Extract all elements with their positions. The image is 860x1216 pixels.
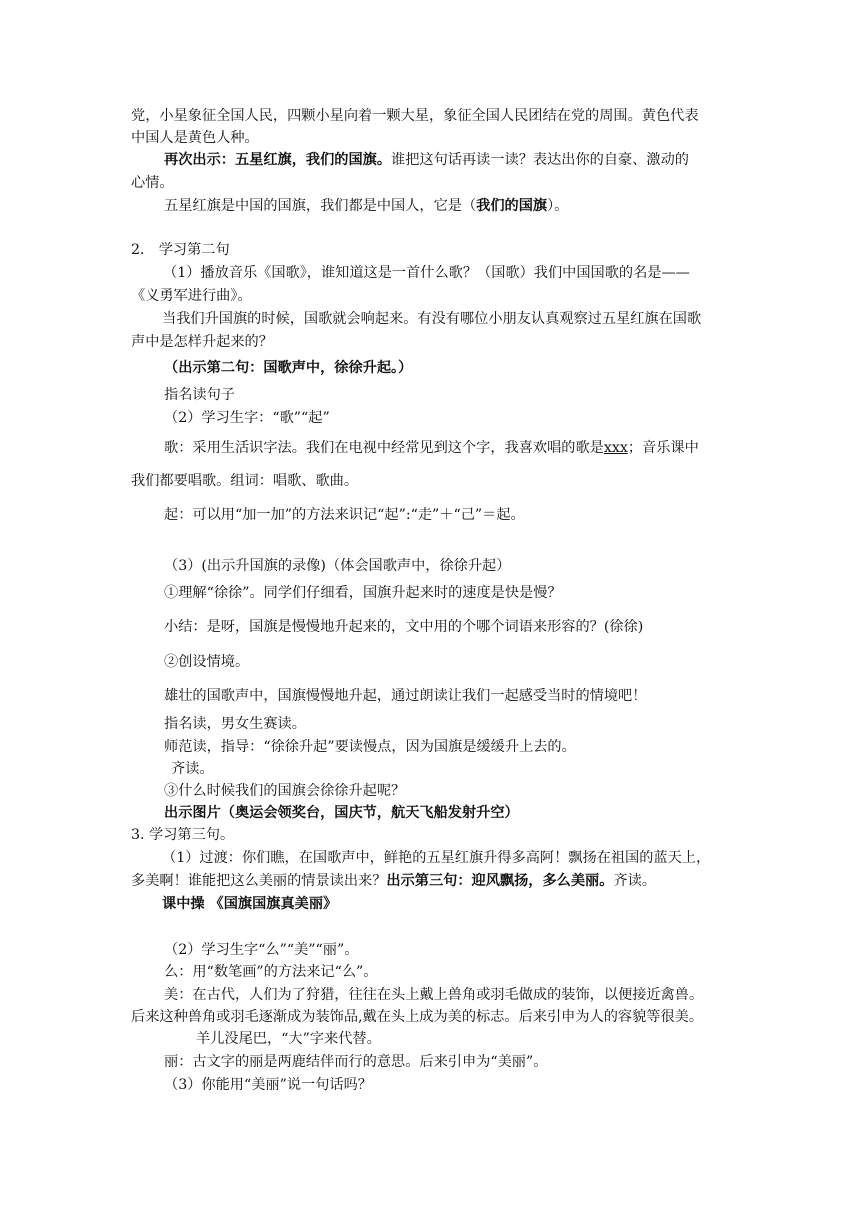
- text-line: 指名读，男女生赛读。: [164, 716, 306, 732]
- text: 多美啊！谁能把这么美丽的情景读出来？: [131, 873, 387, 889]
- text-line: （3）(出示升国旗的录像)（体会国歌声中，徐徐升起）: [164, 558, 511, 574]
- text-line: 《义勇军进行曲》。: [131, 288, 252, 304]
- text-line: （3）你能用“美丽”说一句话吗？: [164, 1077, 372, 1093]
- text-line: 起：可以用“加一加”的方法来识记“起”:“走”＋“己”＝起。: [164, 507, 525, 523]
- bold-text: 再次出示：五星红旗，我们的国旗。: [164, 152, 392, 168]
- text-line: 么：用“数笔画”的方法来记“么”。: [164, 964, 378, 980]
- text: 歌：采用生活识字法。我们在电视中经常见到这个字，我喜欢唱的歌是: [164, 440, 604, 456]
- text-line: 中国人是黄色人种。: [131, 130, 259, 146]
- text: 五星红旗是中国的国旗，我们都是中国人，它是（: [164, 198, 477, 214]
- text-line: [164, 196, 568, 216]
- text-line: 后来这种兽角或羽毛逐渐成为装饰品,戴在头上成为美的标志。后来引申为人的容貌等很美。: [131, 1009, 704, 1025]
- text: ）。: [547, 198, 569, 214]
- text-line: [164, 438, 699, 458]
- text-line: ②创设情境。: [164, 654, 250, 670]
- text-line: 指名读句子: [164, 387, 235, 403]
- text-line: 雄壮的国歌声中，国旗慢慢地升起，通过朗读让我们一起感受当时的情境吧！: [164, 688, 647, 704]
- text-line: 师范读，指导：“徐徐升起”要读慢点，因为国旗是缓缓升上去的。: [164, 739, 576, 755]
- text-line: ①理解“徐徐”。同学们仔细看，国旗升起来时的速度是快是慢？: [164, 585, 562, 601]
- text: 齐读。: [613, 873, 656, 889]
- text-line: 羊儿没尾巴，“大”字来代替。: [196, 1031, 381, 1047]
- text-line: [131, 871, 656, 891]
- bold-line: 课中操 《国旗国旗真美丽》: [162, 896, 338, 912]
- section-heading: 2． 学习第二句: [131, 242, 230, 258]
- text-line: （1）过渡：你们瞧，在国歌声中，鲜艳的五星红旗升得多高阿！飘扬在祖国的蓝天上，: [162, 850, 711, 866]
- text-line: 心情。: [131, 175, 174, 191]
- text-line: ③什么时候我们的国旗会徐徐升起呢？: [164, 783, 406, 799]
- text-line: 美：在古代，人们为了狩猎，往往在头上戴上兽角或羽毛做成的装饰，以便接近禽兽。: [164, 987, 704, 1003]
- text-line: 党，小星象征全国人民，四颗小星向着一颗大星，象征全国人民团结在党的周围。黄色代表: [131, 108, 699, 124]
- text-line: 小结：是呀，国旗是慢慢地升起来的，文中用的个哪个词语来形容的？(徐徐): [164, 619, 644, 635]
- text: 谁把这句话再读一读？表达出你的自豪、激动的: [391, 152, 689, 168]
- bold-line: （出示第二句：国歌声中，徐徐升起。）: [164, 360, 413, 376]
- text-line: 齐读。: [171, 761, 214, 777]
- section-heading: 3. 学习第三句。: [131, 827, 235, 843]
- text-line: 我们都要唱歌。组词：唱歌、歌曲。: [131, 473, 359, 489]
- bold-line: 出示图片（奥运会领奖台，国庆节，航天飞船发射升空）: [164, 805, 519, 821]
- bold-text: 出示第三句：迎风飘扬，多么美丽。: [386, 873, 614, 889]
- text-line: 声中是怎样升起来的？: [131, 334, 273, 350]
- text-line: [164, 150, 689, 170]
- text: ；音乐课中: [627, 440, 699, 456]
- text-line: （1）播放音乐《国歌》，谁知道这是一首什么歌？（国歌）我们中国国歌的名是——: [163, 265, 690, 281]
- text-line: （2）学习生字“么”“美”“丽”。: [164, 942, 359, 958]
- text-line: 丽：古文字的丽是两鹿结伴而行的意思。后来引申为“美丽”。: [164, 1054, 548, 1070]
- bold-text: 我们的国旗: [476, 198, 548, 214]
- text-line: 当我们升国旗的时候，国歌就会响起来。有没有哪位小朋友认真观察过五星红旗在国歌: [162, 311, 702, 327]
- underlined-text: xxx: [603, 440, 628, 456]
- text-line: （2）学习生字：“歌”“起”: [164, 410, 330, 426]
